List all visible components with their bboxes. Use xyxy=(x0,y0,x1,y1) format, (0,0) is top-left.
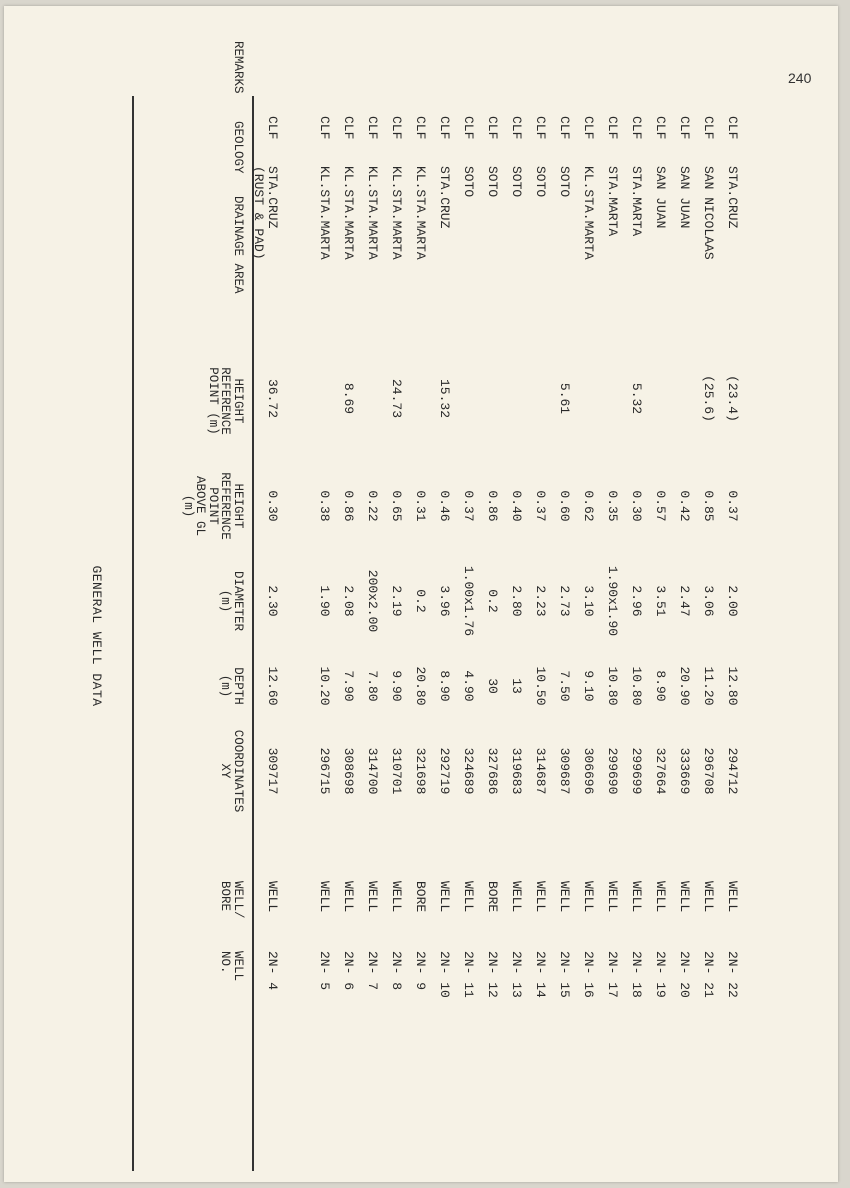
well-number-cell: 2N- 18 xyxy=(629,951,644,998)
depth-cell: 30 xyxy=(485,678,500,694)
document-page xyxy=(4,6,838,1182)
height-above-gl-cell: 0.37 xyxy=(533,490,548,522)
depth-cell: 10.80 xyxy=(605,666,620,706)
depth-cell: 7.90 xyxy=(341,670,356,702)
drainage-area-cell: SAN NICOLAAS xyxy=(701,166,716,260)
well-number-cell: 2N- 8 xyxy=(389,951,404,991)
depth-cell: 10.80 xyxy=(629,666,644,706)
table-row xyxy=(693,96,715,1171)
height-above-gl-cell: 0.30 xyxy=(629,490,644,522)
depth-cell: 20.90 xyxy=(677,666,692,706)
well-bore-cell: WELL xyxy=(317,881,332,913)
height-above-gl-cell: 0.62 xyxy=(581,490,596,522)
coordinates-cell: 327686 xyxy=(485,747,500,795)
table-row xyxy=(597,96,619,1171)
height-above-gl-cell: 0.42 xyxy=(677,490,692,522)
height-above-gl-cell: 0.85 xyxy=(701,490,716,522)
geology-cell: CLF xyxy=(365,116,380,140)
well-bore-cell: WELL xyxy=(557,881,572,913)
well-bore-cell: WELL xyxy=(677,881,692,913)
drainage-area-cell: SOTO xyxy=(461,166,476,198)
table-row xyxy=(405,96,427,1171)
coordinates-cell: 319683 xyxy=(509,747,524,795)
depth-cell: 7.50 xyxy=(557,670,572,702)
well-bore-cell: WELL xyxy=(365,881,380,913)
header-geology: GEOLOGY xyxy=(231,121,245,174)
header-height-above-gl: HEIGHT REFERENCE POINT ABOVE GL (m) xyxy=(181,472,245,540)
coordinates-cell: 296715 xyxy=(317,747,332,795)
table-row xyxy=(549,96,571,1171)
drainage-area-cell: KL.STA.MARTA xyxy=(581,166,596,260)
height-above-gl-cell: 0.86 xyxy=(485,490,500,522)
coordinates-cell: 314700 xyxy=(365,747,380,795)
diameter-cell: 200x2.00 xyxy=(365,569,380,633)
diameter-cell: 3.10 xyxy=(581,585,596,617)
coordinates-cell: 306696 xyxy=(581,747,596,795)
height-above-gl-cell: 0.65 xyxy=(389,490,404,522)
table-row xyxy=(251,96,280,1171)
diameter-cell: 0.2 xyxy=(485,589,500,613)
height-above-gl-cell: 0.31 xyxy=(413,490,428,522)
table-row xyxy=(333,96,355,1171)
height-above-gl-cell: 0.37 xyxy=(725,490,740,522)
height-reference-cell: 15.32 xyxy=(437,378,452,418)
height-reference-cell: 36.72 xyxy=(265,378,280,418)
well-bore-cell: WELL xyxy=(437,881,452,913)
well-number-cell: 2N- 15 xyxy=(557,951,572,998)
geology-cell: CLF xyxy=(557,116,572,140)
well-number-cell: 2N- 16 xyxy=(581,951,596,998)
depth-cell: 9.90 xyxy=(389,670,404,702)
height-reference-cell: 5.32 xyxy=(629,382,644,415)
coordinates-cell: 296708 xyxy=(701,747,716,795)
coordinates-cell: 327664 xyxy=(653,747,668,795)
table-row xyxy=(357,96,379,1171)
geology-cell: CLF xyxy=(485,116,500,140)
header-drainage-area: DRAINAGE AREA xyxy=(231,196,245,294)
drainage-area-cell: STA.CRUZ (RUST & PAD) xyxy=(251,166,280,260)
drainage-area-cell: SOTO xyxy=(509,166,524,198)
diameter-cell: 2.96 xyxy=(629,585,644,617)
header-remarks: REMARKS xyxy=(231,41,245,94)
table-row xyxy=(381,96,403,1171)
depth-cell: 20.80 xyxy=(413,666,428,706)
well-bore-cell: WELL xyxy=(581,881,596,913)
table-row xyxy=(429,96,451,1171)
well-bore-cell: WELL xyxy=(509,881,524,913)
height-above-gl-cell: 0.35 xyxy=(605,490,620,522)
geology-cell: CLF xyxy=(725,116,740,140)
well-number-cell: 2N- 22 xyxy=(725,951,740,998)
height-reference-cell: 8.69 xyxy=(341,382,356,415)
well-number-cell: 2N- 12 xyxy=(485,951,500,998)
table-row xyxy=(717,96,739,1171)
top-rule xyxy=(132,96,134,1171)
diameter-cell: 3.06 xyxy=(701,585,716,617)
diameter-cell: 3.51 xyxy=(653,585,668,617)
geology-cell: CLF xyxy=(677,116,692,140)
well-number-cell: 2N- 19 xyxy=(653,951,668,998)
coordinates-cell: 299690 xyxy=(605,747,620,795)
diameter-cell: 1.90x1.90 xyxy=(605,565,620,637)
diameter-cell: 2.80 xyxy=(509,585,524,617)
geology-cell: CLF xyxy=(265,116,280,140)
drainage-area-cell: STA.CRUZ xyxy=(725,166,740,229)
geology-cell: CLF xyxy=(581,116,596,140)
geology-cell: CLF xyxy=(437,116,452,140)
height-above-gl-cell: 0.30 xyxy=(265,490,280,522)
header-diameter: DIAMETER (m) xyxy=(218,570,245,631)
drainage-area-cell: SOTO xyxy=(533,166,548,198)
coordinates-cell: 294712 xyxy=(725,747,740,795)
height-above-gl-cell: 0.38 xyxy=(317,490,332,522)
coordinates-cell: 308698 xyxy=(341,747,356,795)
diameter-cell: 1.00x1.76 xyxy=(461,565,476,637)
table-row xyxy=(477,96,499,1171)
table-row xyxy=(573,96,595,1171)
height-above-gl-cell: 0.40 xyxy=(509,490,524,522)
geology-cell: CLF xyxy=(533,116,548,140)
height-above-gl-cell: 0.37 xyxy=(461,490,476,522)
well-number-cell: 2N- 14 xyxy=(533,951,548,998)
geology-cell: CLF xyxy=(413,116,428,140)
geology-cell: CLF xyxy=(389,116,404,140)
depth-cell: 8.90 xyxy=(653,670,668,702)
coordinates-cell: 333669 xyxy=(677,747,692,795)
coordinates-cell: 310701 xyxy=(389,747,404,795)
drainage-area-cell: STA.MARTA xyxy=(629,166,644,237)
table-row xyxy=(309,96,331,1171)
height-reference-cell: 5.61 xyxy=(557,382,572,415)
geology-cell: CLF xyxy=(653,116,668,140)
diameter-cell: 2.73 xyxy=(557,585,572,617)
well-bore-cell: WELL xyxy=(725,881,740,913)
height-above-gl-cell: 0.60 xyxy=(557,490,572,522)
well-number-cell: 2N- 21 xyxy=(701,951,716,998)
table-row xyxy=(669,96,691,1171)
coordinates-cell: 324689 xyxy=(461,747,476,795)
table-title: GENERAL WELL DATA xyxy=(89,565,104,707)
well-number-cell: 2N- 11 xyxy=(461,951,476,998)
depth-cell: 8.90 xyxy=(437,670,452,702)
drainage-area-cell: SAN JUAN xyxy=(677,166,692,229)
well-number-cell: 2N- 13 xyxy=(509,951,524,998)
diameter-cell: 2.19 xyxy=(389,585,404,617)
well-number-cell: 2N- 10 xyxy=(437,951,452,998)
diameter-cell: 2.30 xyxy=(265,585,280,617)
header-well-bore: WELL/ BORE xyxy=(218,881,245,919)
coordinates-cell: 314687 xyxy=(533,747,548,795)
depth-cell: 4.90 xyxy=(461,670,476,702)
well-bore-cell: WELL xyxy=(701,881,716,913)
geology-cell: CLF xyxy=(629,116,644,140)
depth-cell: 9.10 xyxy=(581,670,596,702)
diameter-cell: 2.08 xyxy=(341,585,356,617)
header-well-no: WELL NO. xyxy=(218,951,245,982)
height-reference-cell: (23.4) xyxy=(725,375,740,422)
drainage-area-cell: KL.STA.MARTA xyxy=(413,166,428,260)
drainage-area-cell: KL.STA.MARTA xyxy=(365,166,380,260)
drainage-area-cell: SOTO xyxy=(557,166,572,198)
drainage-area-cell: KL.STA.MARTA xyxy=(341,166,356,260)
header-depth: DEPTH (m) xyxy=(218,667,245,705)
diameter-cell: 2.23 xyxy=(533,585,548,617)
height-reference-cell: (25.6) xyxy=(701,375,716,422)
geology-cell: CLF xyxy=(701,116,716,140)
well-bore-cell: WELL xyxy=(461,881,476,913)
well-number-cell: 2N- 6 xyxy=(341,951,356,991)
geology-cell: CLF xyxy=(341,116,356,140)
well-number-cell: 2N- 20 xyxy=(677,951,692,998)
drainage-area-cell: KL.STA.MARTA xyxy=(317,166,332,260)
well-bore-cell: WELL xyxy=(653,881,668,913)
height-above-gl-cell: 0.46 xyxy=(437,490,452,522)
well-bore-cell: WELL xyxy=(265,881,280,913)
geology-cell: CLF xyxy=(317,116,332,140)
drainage-area-cell: STA.CRUZ xyxy=(437,166,452,229)
diameter-cell: 2.00 xyxy=(725,585,740,617)
well-number-cell: 2N- 7 xyxy=(365,951,380,991)
well-bore-cell: WELL xyxy=(533,881,548,913)
diameter-cell: 3.96 xyxy=(437,585,452,617)
height-reference-cell: 24.73 xyxy=(389,378,404,418)
depth-cell: 7.80 xyxy=(365,670,380,702)
well-number-cell: 2N- 17 xyxy=(605,951,620,998)
well-bore-cell: WELL xyxy=(341,881,356,913)
geology-cell: CLF xyxy=(605,116,620,140)
depth-cell: 11.20 xyxy=(701,666,716,706)
geology-cell: CLF xyxy=(461,116,476,140)
well-bore-cell: BORE xyxy=(413,881,428,913)
coordinates-cell: 299699 xyxy=(629,747,644,795)
table-row xyxy=(621,96,643,1171)
diameter-cell: 1.90 xyxy=(317,585,332,617)
well-number-cell: 2N- 9 xyxy=(413,951,428,991)
well-bore-cell: WELL xyxy=(389,881,404,913)
table-row xyxy=(525,96,547,1171)
depth-cell: 10.20 xyxy=(317,666,332,706)
drainage-area-cell: STA.MARTA xyxy=(605,166,620,237)
well-bore-cell: WELL xyxy=(629,881,644,913)
table-row xyxy=(645,96,667,1171)
depth-cell: 12.80 xyxy=(725,666,740,706)
table-row xyxy=(501,96,523,1171)
drainage-area-cell: SAN JUAN xyxy=(653,166,668,229)
diameter-cell: 0.2 xyxy=(413,589,428,613)
height-above-gl-cell: 0.86 xyxy=(341,490,356,522)
depth-cell: 10.50 xyxy=(533,666,548,706)
coordinates-cell: 292719 xyxy=(437,747,452,795)
drainage-area-cell: KL.STA.MARTA xyxy=(389,166,404,260)
header-height-reference: HEIGHT REFERENCE POINT (m) xyxy=(206,367,245,435)
well-bore-cell: BORE xyxy=(485,881,500,913)
well-number-cell: 2N- 4 xyxy=(265,951,280,991)
height-above-gl-cell: 0.57 xyxy=(653,490,668,522)
coordinates-cell: 309717 xyxy=(265,747,280,795)
coordinates-cell: 321698 xyxy=(413,747,428,795)
depth-cell: 13 xyxy=(509,678,524,694)
drainage-area-cell: SOTO xyxy=(485,166,500,198)
page-number: 240 xyxy=(788,70,812,86)
well-bore-cell: WELL xyxy=(605,881,620,913)
table-row xyxy=(453,96,475,1171)
geology-cell: CLF xyxy=(509,116,524,140)
height-above-gl-cell: 0.22 xyxy=(365,490,380,522)
header-coordinates: COORDINATES XY xyxy=(218,729,245,813)
coordinates-cell: 309687 xyxy=(557,747,572,795)
diameter-cell: 2.47 xyxy=(677,585,692,617)
depth-cell: 12.60 xyxy=(265,666,280,706)
well-number-cell: 2N- 5 xyxy=(317,951,332,991)
